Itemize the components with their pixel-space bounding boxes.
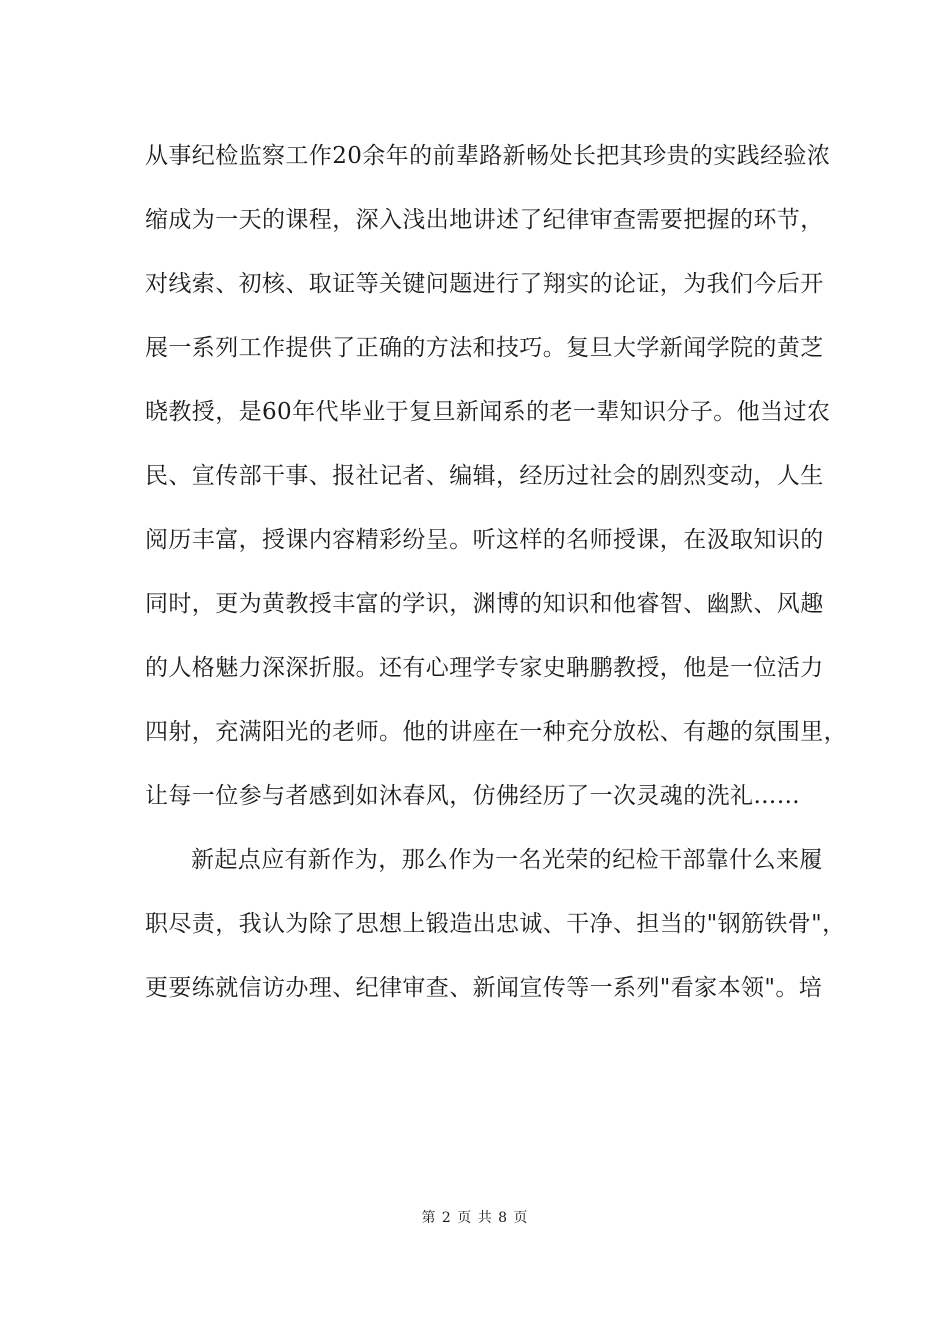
paragraph-first-line: 新起点应有新作为，那么作为一名光荣的纪检干部靠什么来履 bbox=[191, 847, 823, 873]
text-line: 民、宣传部干事、报社记者、编辑，经历过社会的剧烈变动，人生 bbox=[145, 463, 824, 489]
text-line: 阅历丰富，授课内容精彩纷呈。听这样的名师授课，在汲取知识的 bbox=[145, 527, 824, 553]
text-line: 更要练就信访办理、纪律审查、新闻宣传等一系列"看家本领"。培 bbox=[145, 975, 823, 1001]
text-line: 晓教授，是60年代毕业于复旦新闻系的老一辈知识分子。他当过农 bbox=[145, 399, 831, 425]
text-line: 职尽责，我认为除了思想上锻造出忠诚、干净、担当的"钢筋铁骨"， bbox=[145, 911, 846, 937]
text-line: 让每一位参与者感到如沐春风，仿佛经历了一次灵魂的洗礼…… bbox=[145, 783, 801, 809]
text-line: 的人格魅力深深折服。还有心理学专家史聃鹏教授，他是一位活力 bbox=[145, 655, 824, 681]
text-line: 从事纪检监察工作20余年的前辈路新畅处长把其珍贵的实践经验浓 bbox=[145, 143, 831, 169]
text-line: 四射，充满阳光的老师。他的讲座在一种充分放松、有趣的氛围里， bbox=[145, 719, 847, 745]
text-line: 同时，更为黄教授丰富的学识，渊博的知识和他睿智、幽默、风趣 bbox=[145, 591, 824, 617]
text-line: 展一系列工作提供了正确的方法和技巧。复旦大学新闻学院的黄芝 bbox=[145, 335, 824, 361]
page-number-footer: 第 2 页 共 8 页 bbox=[421, 1210, 529, 1226]
text-line: 缩成为一天的课程，深入浅出地讲述了纪律审查需要把握的环节， bbox=[145, 207, 824, 233]
text-line: 对线索、初核、取证等关键问题进行了翔实的论证，为我们今后开 bbox=[145, 271, 824, 297]
